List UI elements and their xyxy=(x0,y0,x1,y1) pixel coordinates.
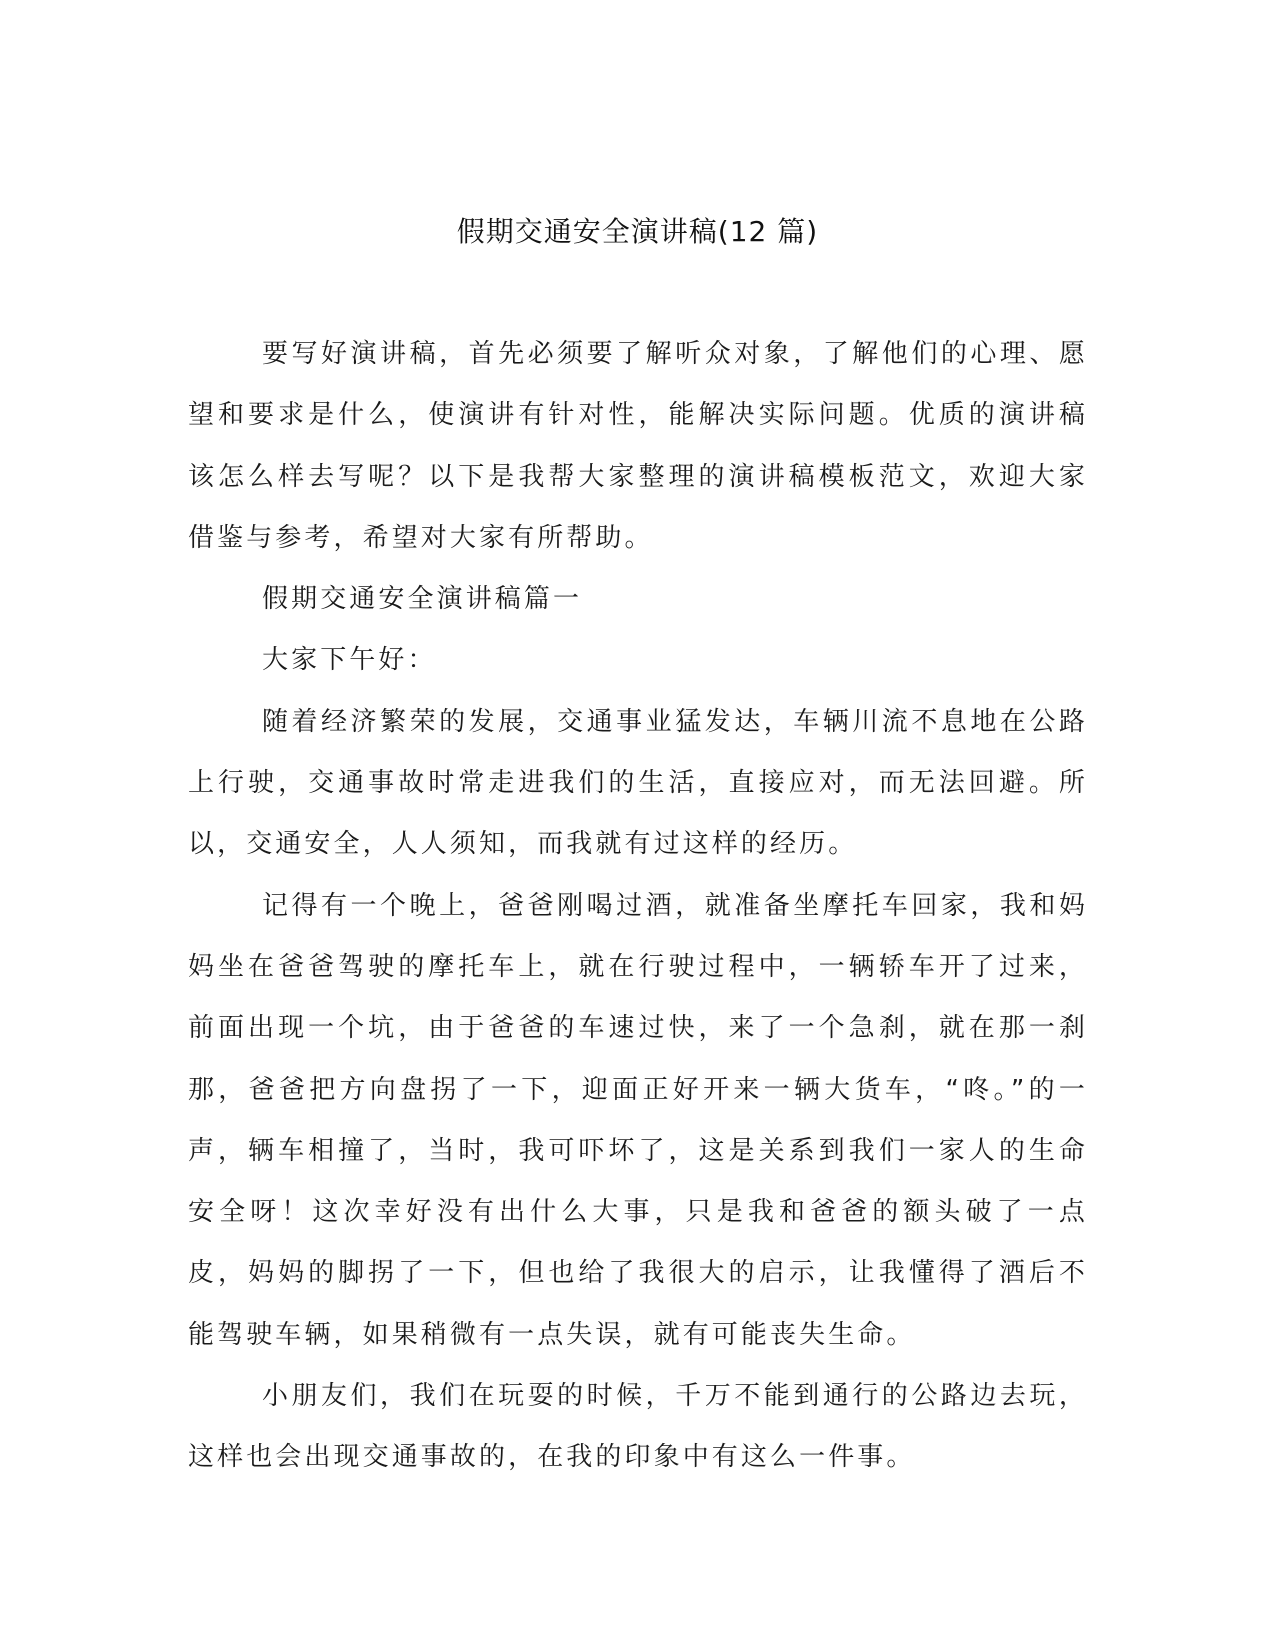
section-heading: 假期交通安全演讲稿篇一 xyxy=(262,584,583,615)
document-body xyxy=(188,324,1088,1489)
intro-paragraph: 要写好演讲稿，首先必须要了解听众对象，了解他们的心理、愿望和要求是什么，使演讲有针对性，能解决实际问题。优质的演讲稿该怎么样去写呢？以下是我帮大家整理的演讲稿模板范文，欢迎大家借鉴与参考，希望对大家有所帮助。 xyxy=(188,339,1088,553)
greeting-paragraph: 大家下午好： xyxy=(262,645,437,676)
body-paragraph: 随着经济繁荣的发展，交通事业猛发达，车辆川流不息地在公路上行驶，交通事故时常走进我们的生活，直接应对，而无法回避。所以，交通安全，人人须知，而我就有过这样的经历。 xyxy=(188,706,1088,860)
body-paragraph: 记得有一个晚上，爸爸刚喝过酒，就准备坐摩托车回家，我和妈妈坐在爸爸驾驶的摩托车上，就在行驶过程中，一辆轿车开了过来，前面出现一个坑，由于爸爸的车速过快，来了一个急刹，就在那一刹那，爸爸把方向盘拐了一下，迎面正好开来一辆大货车，“咚。”的一声，辆车相撞了，当时，我可吓坏了，这是关系到我们一家人的生命安全呀！这次幸好没有出什么大事，只是我和爸爸的额头破了一点皮，妈妈的脚拐了一下，但也给了我很大的启示，让我懂得了酒后不能驾驶车辆，如果稍微有一点失误，就有可能丧失生命。 xyxy=(188,890,1088,1350)
document-title: 假期交通安全演讲稿(12 篇) xyxy=(456,215,819,248)
body-paragraph: 小朋友们，我们在玩耍的时候，千万不能到通行的公路边去玩，这样也会出现交通事故的，在我的印象中有这么一件事。 xyxy=(188,1381,1088,1473)
